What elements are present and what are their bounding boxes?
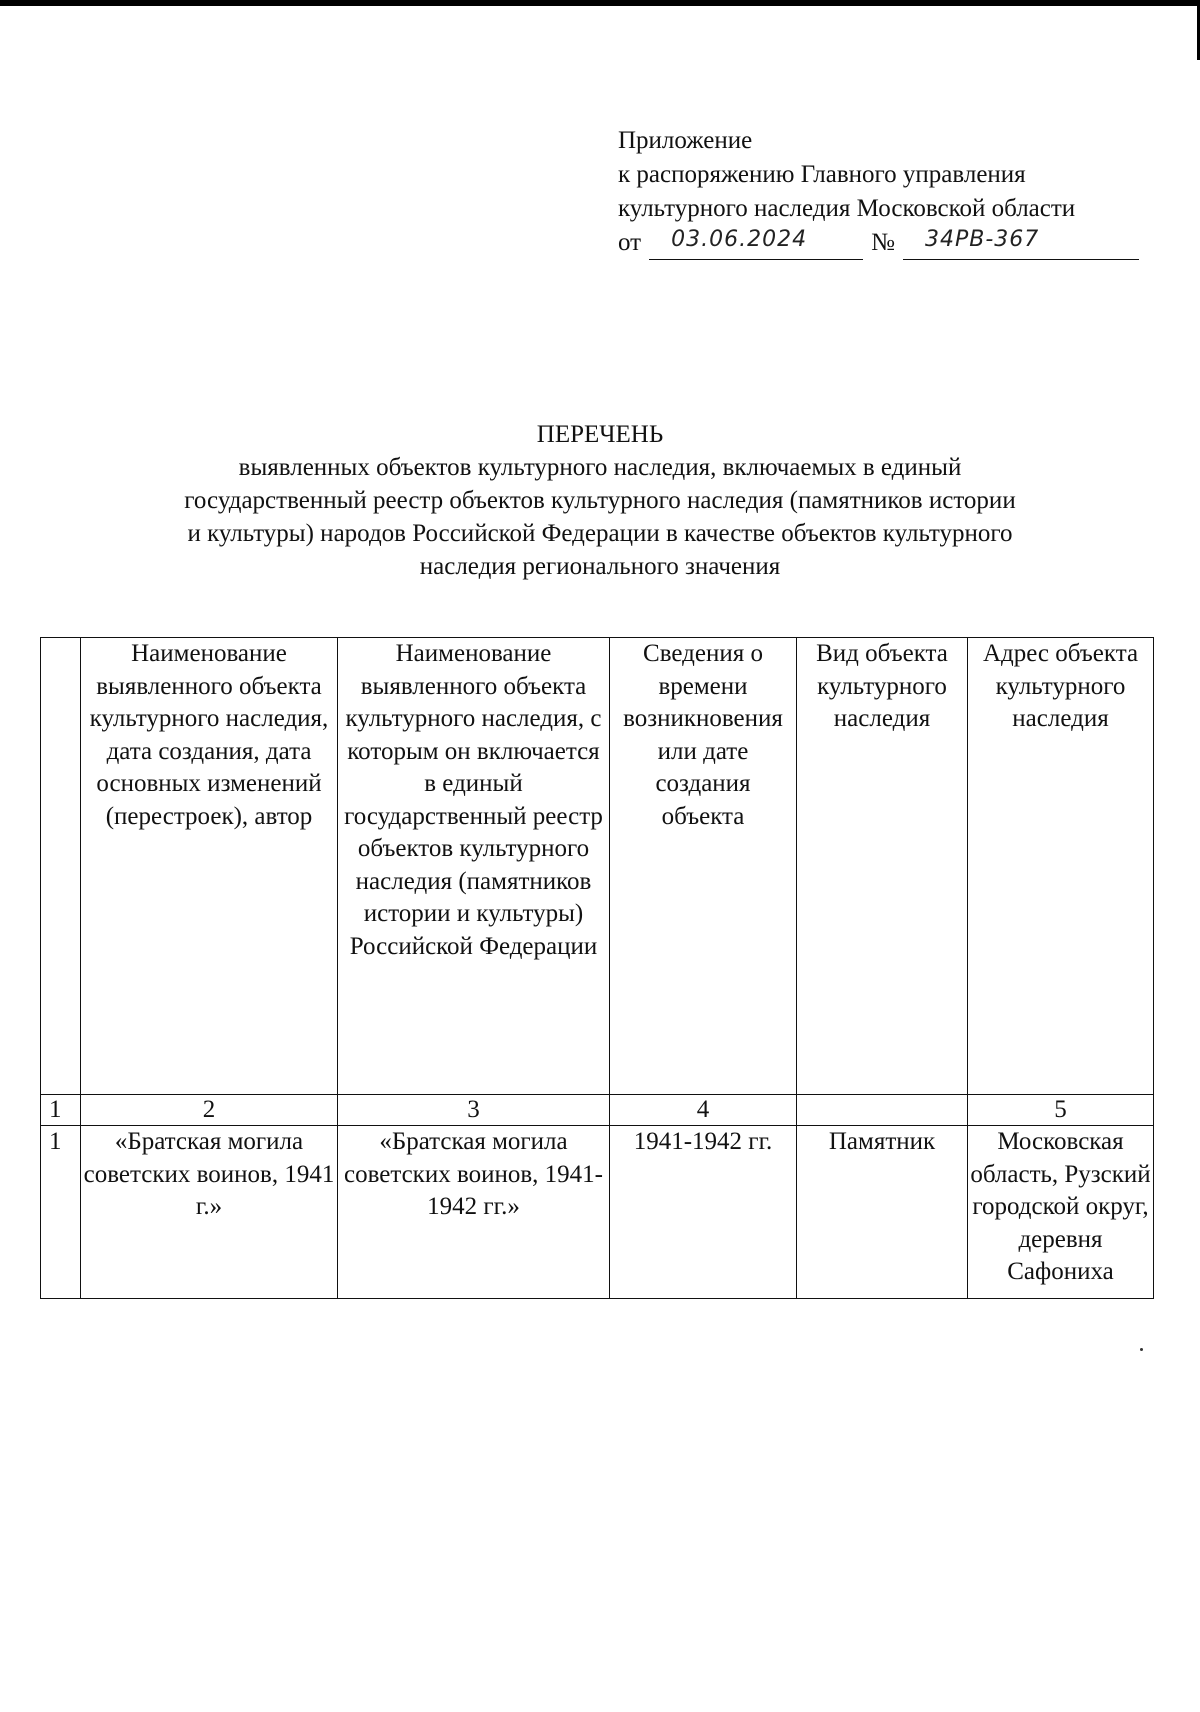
- register-name-cell: «Братская могила советских воинов, 1941-1942 гг.»: [338, 1126, 610, 1299]
- object-type-cell: Памятник: [797, 1126, 968, 1299]
- appendix-date-number-line: [618, 226, 1178, 266]
- scan-speck: [1140, 1348, 1143, 1351]
- column-number-row: [41, 1095, 1154, 1126]
- column-number-cell: 5: [968, 1095, 1154, 1126]
- address-cell: Московская область, Рузский городской округ, деревня Сафониха: [968, 1126, 1154, 1299]
- header-cell-object-type: Вид объекта культурного наследия: [797, 638, 968, 1095]
- title-line-4: наследия регионального значения: [419, 553, 781, 580]
- date-field: [649, 229, 863, 260]
- column-number-cell: 3: [338, 1095, 610, 1126]
- row-number-cell: 1: [41, 1126, 81, 1299]
- handwritten-number: 34РВ-367: [924, 227, 1040, 252]
- date-info-cell: 1941-1942 гг.: [610, 1126, 797, 1299]
- title-line-1: выявленных объектов культурного наследия, включаемых в единый: [238, 454, 962, 481]
- column-number-cell: [797, 1095, 968, 1126]
- appendix-line-2: к распоряжению Главного управления: [618, 161, 1026, 188]
- appendix-header: [618, 124, 1178, 266]
- header-cell-address: Адрес объекта культурного наследия: [968, 638, 1154, 1095]
- column-number-cell: 4: [610, 1095, 797, 1126]
- column-number-cell: 1: [41, 1095, 81, 1126]
- handwritten-date: 03.06.2024: [671, 227, 808, 252]
- object-name-cell: «Братская могила советских воинов, 1941 г.»: [81, 1126, 338, 1299]
- objects-table: [40, 637, 1154, 1299]
- appendix-title: Приложение: [618, 127, 753, 154]
- header-cell-register-name: Наименование выявленного объекта культурного наследия, с которым он включается в единый государственный реестр объектов культурного наследия (памятников истории и культуры) Российской Федерации: [338, 638, 610, 1095]
- scan-edge-top: [0, 0, 1200, 6]
- document-title-block: [100, 418, 1100, 583]
- header-cell-number: [41, 638, 81, 1095]
- title-line-2: государственный реестр объектов культурного наследия (памятников истории: [184, 487, 1016, 514]
- column-number-cell: 2: [81, 1095, 338, 1126]
- number-field: [903, 229, 1139, 260]
- number-prefix: №: [871, 229, 895, 256]
- title-line-3: и культуры) народов Российской Федерации в качестве объектов культурного: [187, 520, 1013, 547]
- table-header-row: [41, 638, 1154, 1095]
- date-prefix: от: [618, 229, 642, 256]
- document-heading: ПЕРЕЧЕНЬ: [536, 421, 664, 448]
- header-cell-date-info: Сведения о времени возникновения или дате создания объекта: [610, 638, 797, 1095]
- header-cell-object-name: Наименование выявленного объекта культурного наследия, дата создания, дата основных изменений (перестроек), автор: [81, 638, 338, 1095]
- table-row: [41, 1126, 1154, 1299]
- appendix-line-3: культурного наследия Московской области: [618, 195, 1076, 222]
